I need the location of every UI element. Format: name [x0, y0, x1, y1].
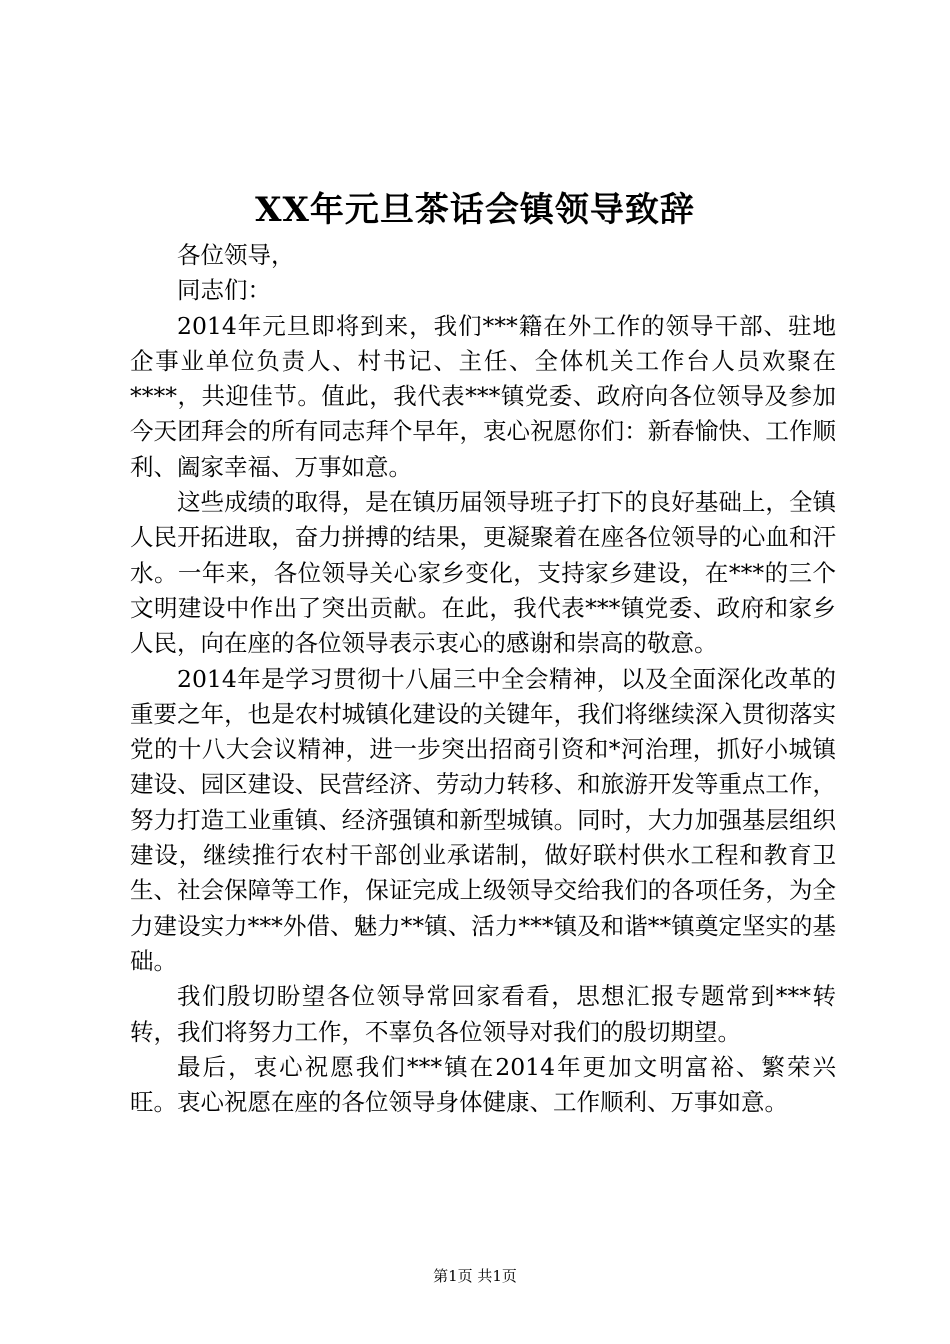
paragraph-2014-plans: 2014年是学习贯彻十八届三中全会精神，以及全面深化改革的重要之年，也是农村城镇化建设的关键年，我们将继续深入贯彻落实党的十八大会议精神，进一步突出招商引资和*河治理，抓好小城镇建设、园区建设、民营经济、劳动力转移、和旅游开发等重点工作，努力打造工业重镇、经济强镇和新型城镇。同时，大力加强基层组织建设，继续推行农村干部创业承诺制，做好联村供水工程和教育卫生、社会保障等工作，保证完成上级领导交给我们的各项任务，为全力建设实力***外借、魅力**镇、活力***镇及和谐**镇奠定坚实的基础。: [130, 664, 836, 975]
salutation-leaders: 各位领导，: [177, 241, 295, 269]
document-body: [130, 238, 836, 1120]
paragraph-achievements: 这些成绩的取得，是在镇历届领导班子打下的良好基础上，全镇人民开拓进取，奋力拼搏的结果，更凝聚着在座各位领导的心血和汗水。一年来，各位领导关心家乡变化，支持家乡建设，在***的三个文明建设中作出了突出贡献。在此，我代表***镇党委、政府和家乡人民，向在座的各位领导表示衷心的感谢和崇高的敬意。: [130, 488, 836, 658]
paragraph-new-year-greeting: 2014年元旦即将到来，我们***籍在外工作的领导干部、驻地企事业单位负责人、村书记、主任、全体机关工作台人员欢聚在****，共迎佳节。值此，我代表***镇党委、政府向各位领导及参加今天团拜会的所有同志拜个早年，衷心祝愿你们：新春愉快、工作顺利、阖家幸福、万事如意。: [130, 311, 836, 481]
paragraph-hopes: 我们殷切盼望各位领导常回家看看，思想汇报专题常到***转转，我们将努力工作，不辜负各位领导对我们的殷切期望。: [130, 982, 836, 1046]
page-number-footer: 第1页 共1页: [433, 1267, 517, 1285]
salutation-comrades: 同志们：: [177, 276, 271, 305]
document-title: XX年元旦茶话会镇领导致辞: [255, 190, 695, 230]
paragraph-closing-wishes: 最后，衷心祝愿我们***镇在2014年更加文明富裕、繁荣兴旺。衷心祝愿在座的各位领导身体健康、工作顺利、万事如意。: [130, 1052, 836, 1117]
